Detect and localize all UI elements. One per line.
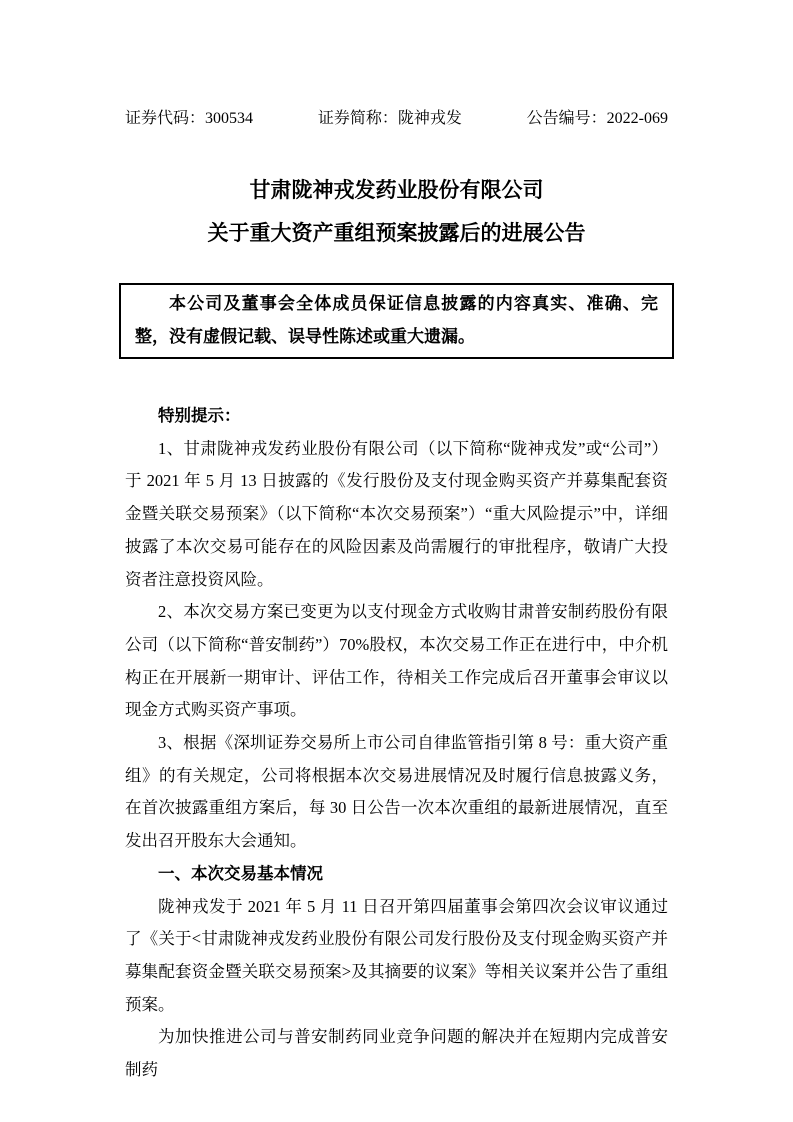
stock-code: 证券代码：300534 xyxy=(125,110,254,127)
announcement-number: 公告编号：2022-069 xyxy=(526,110,668,127)
document-title-company: 甘肃陇神戎发药业股份有限公司 xyxy=(249,178,544,202)
disclaimer-box xyxy=(119,283,674,359)
stock-abbr: 证券简称：陇神戎发 xyxy=(317,110,462,127)
special-notice-item-1: 1、甘肃陇神戎发药业股份有限公司（以下简称“陇神戎发”或“公司”）于 2021 年 5 月 13 日披露的《发行股份及支付现金购买资产并募集配套资金暨关联交易预案》（以下简称“本次交易预案”）“重大风险提示”中，详细披露了本次交易可能存在的风险因素及尚需履行的审批程序，敬请广大投资者注意投资风险。 xyxy=(125,438,668,589)
special-notice-item-2: 2、本次交易方案已变更为以支付现金方式收购甘肃普安制药股份有限公司（以下简称“普安制药”）70%股权，本次交易工作正在进行中，中介机构正在开展新一期审计、评估工作，待相关工作完成后召开董事会审议以现金方式购买资产事项。 xyxy=(125,602,668,720)
document-title-subject: 关于重大资产重组预案披露后的进展公告 xyxy=(207,221,586,245)
document-header xyxy=(125,110,668,128)
section-paragraph-1: 陇神戎发于 2021 年 5 月 11 日召开第四届董事会第四次会议审议通过了《关于<甘肃陇神戎发药业股份有限公司发行股份及支付现金购买资产并募集配套资金暨关联交易预案>及其摘要的议案》等相关议案并公告了重组预案。 xyxy=(125,896,668,1014)
disclaimer-text: 本公司及董事会全体成员保证信息披露的内容真实、准确、完整，没有虚假记载、误导性陈述或重大遗漏。 xyxy=(135,294,658,346)
special-notice-item-3: 3、根据《深圳证券交易所上市公司自律监管指引第 8 号：重大资产重组》的有关规定，公司将根据本次交易进展情况及时履行信息披露义务，在首次披露重组方案后，每 30 日公告一次本次重组的最新进展情况，直至发出召开股东大会通知。 xyxy=(125,733,668,851)
section-heading-transaction-basics: 一、本次交易基本情况 xyxy=(158,863,323,883)
special-notice-heading: 特别提示： xyxy=(158,406,241,425)
section-paragraph-2: 为加快推进公司与普安制药同业竞争问题的解决并在短期内完成普安制药 xyxy=(125,1027,668,1080)
